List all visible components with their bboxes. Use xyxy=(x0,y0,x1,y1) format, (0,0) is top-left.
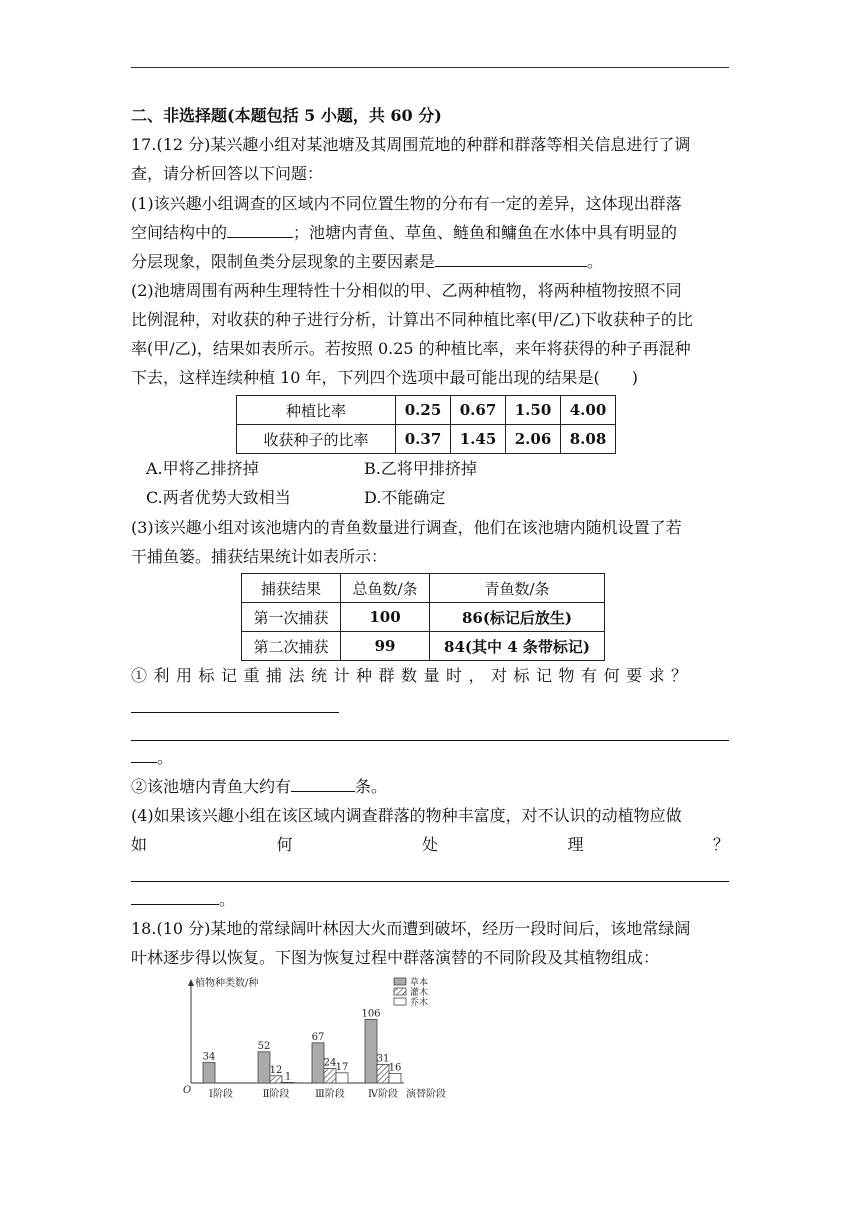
q18-line1: 18.(10 分)某地的常绿阔叶林因大火而遭到破坏，经历一段时间后，该地常绿阔 xyxy=(131,919,691,938)
text-segment: 如 xyxy=(131,835,148,854)
planting-ratio-table xyxy=(236,395,616,454)
x-axis-label: 演替阶段 xyxy=(406,1089,446,1100)
answer-blank xyxy=(131,890,219,905)
x-tick-label: Ⅳ阶段 xyxy=(368,1089,398,1100)
q17-p4-end xyxy=(131,890,729,910)
table-cell: 84(其中 4 条带标记) xyxy=(430,632,605,661)
origin-label: O xyxy=(183,1085,192,1096)
legend-swatch xyxy=(394,998,406,1005)
x-tick-label: Ⅲ阶段 xyxy=(315,1089,345,1100)
table-cell: 第二次捕获 xyxy=(242,632,341,661)
table-cell: 1.45 xyxy=(451,425,506,454)
q17-line1: 17.(12 分)某兴趣小组对某池塘及其周围荒地的种群和群落等相关信息进行了调 xyxy=(131,135,691,154)
table-cell: 86(标记后放生) xyxy=(430,603,605,632)
answer-blank xyxy=(435,252,587,267)
data-label: 106 xyxy=(361,1008,381,1020)
capture-table xyxy=(241,573,605,661)
table-cell: 种植比率 xyxy=(237,396,396,425)
text-segment: 何 xyxy=(276,835,293,854)
table-cell: 0.37 xyxy=(396,425,451,454)
q17-p4-line2 xyxy=(131,835,729,855)
text-segment: ？ xyxy=(712,835,729,854)
q17-p3-q1-end xyxy=(131,748,729,768)
q17-p3-line2: 干捕鱼篓。捕获结果统计如表所示： xyxy=(131,547,388,566)
answer-line xyxy=(131,712,339,713)
table-row xyxy=(242,574,605,603)
table-cell: 99 xyxy=(341,632,430,661)
answer-blank xyxy=(291,777,355,792)
q17-p3-q2 xyxy=(131,777,729,797)
data-label: 31 xyxy=(376,1053,390,1065)
q17-p1-line1: (1)该兴趣小组调查的区域内不同位置生物的分布有一定的差异，这体现出群落 xyxy=(131,194,682,213)
data-label: 34 xyxy=(202,1051,216,1063)
table-row xyxy=(242,632,605,661)
y-axis-arrow xyxy=(188,979,194,986)
q17-p3-line1: (3)该兴趣小组对该池塘内的青鱼数量进行调查，他们在该池塘内随机设置了若 xyxy=(131,518,682,537)
table-cell: 收获种子的比率 xyxy=(237,425,396,454)
bar-草本 xyxy=(203,1063,215,1083)
q17-p1-line3 xyxy=(131,252,729,272)
table-cell: 8.08 xyxy=(561,425,616,454)
q17-p2-line4: 下去，这样连续种植 10 年，下列四个选项中最可能出现的结果是( ) xyxy=(131,368,639,387)
legend-label: 草本 xyxy=(410,978,429,988)
y-axis-label: 植物种类数/种 xyxy=(195,978,259,989)
option-a: A.甲将乙排挤掉 xyxy=(146,459,259,478)
text-segment: ；池塘内青鱼、草鱼、鲢鱼和鳙鱼在水体中具有明显的 xyxy=(293,223,678,242)
data-label: 12 xyxy=(269,1064,283,1076)
table-row xyxy=(237,396,616,425)
text-segment: 。 xyxy=(157,748,174,767)
q18-line2: 叶林逐步得以恢复。下图为恢复过程中群落演替的不同阶段及其植物组成： xyxy=(131,948,660,967)
succession-bar-chart xyxy=(170,972,470,1104)
legend-swatch xyxy=(394,978,406,985)
table-cell: 100 xyxy=(341,603,430,632)
text-segment: 处 xyxy=(421,835,438,854)
table-row xyxy=(237,425,616,454)
table-cell: 捕获结果 xyxy=(242,574,341,603)
table-row xyxy=(242,603,605,632)
data-label: 24 xyxy=(323,1057,337,1069)
q17-p3-q1: ①利用标记重捕法统计种群数量时，对标记物有何要求？ xyxy=(131,666,694,685)
x-tick-label: Ⅰ阶段 xyxy=(209,1089,233,1100)
text-segment: 理 xyxy=(567,835,584,854)
bar-灌木 xyxy=(324,1069,336,1083)
bar-草本 xyxy=(312,1043,324,1083)
table-cell: 0.25 xyxy=(396,396,451,425)
bar-灌木 xyxy=(377,1064,389,1083)
bar-草本 xyxy=(258,1052,270,1083)
data-label: 16 xyxy=(388,1062,402,1074)
text-segment: 分层现象，限制鱼类分层现象的主要因素是 xyxy=(131,252,436,271)
q17-p2-line3: 率(甲/乙)，结果如表所示。若按照 0.25 的种植比率，来年将获得的种子再混种 xyxy=(131,339,691,358)
data-label: 1 xyxy=(284,1071,292,1083)
table-cell: 1.50 xyxy=(506,396,561,425)
table-cell: 2.06 xyxy=(506,425,561,454)
option-c: C.两者优势大致相当 xyxy=(146,488,291,507)
section-title: 二、非选择题(本题包括 5 小题，共 60 分) xyxy=(131,106,442,125)
x-tick-label: Ⅱ阶段 xyxy=(262,1089,290,1100)
table-cell: 总鱼数/条 xyxy=(341,574,430,603)
text-segment: 条。 xyxy=(355,777,388,796)
text-segment: 空间结构中的 xyxy=(131,223,228,242)
answer-blank xyxy=(227,223,293,238)
answer-blank xyxy=(131,748,157,763)
q17-p1-line2 xyxy=(131,223,729,243)
data-label: 17 xyxy=(335,1061,349,1073)
option-d: D.不能确定 xyxy=(364,488,446,507)
q17-p4-line1: (4)如果该兴趣小组在该区域内调查群落的物种丰富度，对不认识的动植物应做 xyxy=(131,806,682,825)
text-segment: 。 xyxy=(219,890,236,909)
answer-line xyxy=(131,740,729,741)
bar-乔木 xyxy=(336,1073,348,1083)
option-b: B.乙将甲排挤掉 xyxy=(364,459,477,478)
data-label: 67 xyxy=(311,1031,325,1043)
q17-line2: 查，请分析回答以下问题： xyxy=(131,164,324,183)
table-cell: 0.67 xyxy=(451,396,506,425)
bar-乔木 xyxy=(282,1082,294,1083)
legend-swatch xyxy=(394,988,406,995)
bar-乔木 xyxy=(389,1073,401,1083)
legend-label: 乔木 xyxy=(410,998,429,1008)
table-cell: 第一次捕获 xyxy=(242,603,341,632)
table-cell: 青鱼数/条 xyxy=(430,574,605,603)
bar-灌木 xyxy=(270,1076,282,1083)
q17-p2-line2: 比例混种，对收获的种子进行分析，计算出不同种植比率(甲/乙)下收获种子的比 xyxy=(131,310,693,329)
bar-草本 xyxy=(365,1019,377,1083)
q17-p2-line1: (2)池塘周围有两种生理特性十分相似的甲、乙两种植物，将两种植物按照不同 xyxy=(131,281,682,300)
table-cell: 4.00 xyxy=(561,396,616,425)
answer-line xyxy=(131,881,729,882)
legend-label: 灌木 xyxy=(410,988,429,998)
text-segment: ②该池塘内青鱼大约有 xyxy=(131,777,292,796)
text-segment: 。 xyxy=(587,252,604,271)
data-label: 52 xyxy=(257,1040,271,1052)
top-rule xyxy=(131,67,729,68)
